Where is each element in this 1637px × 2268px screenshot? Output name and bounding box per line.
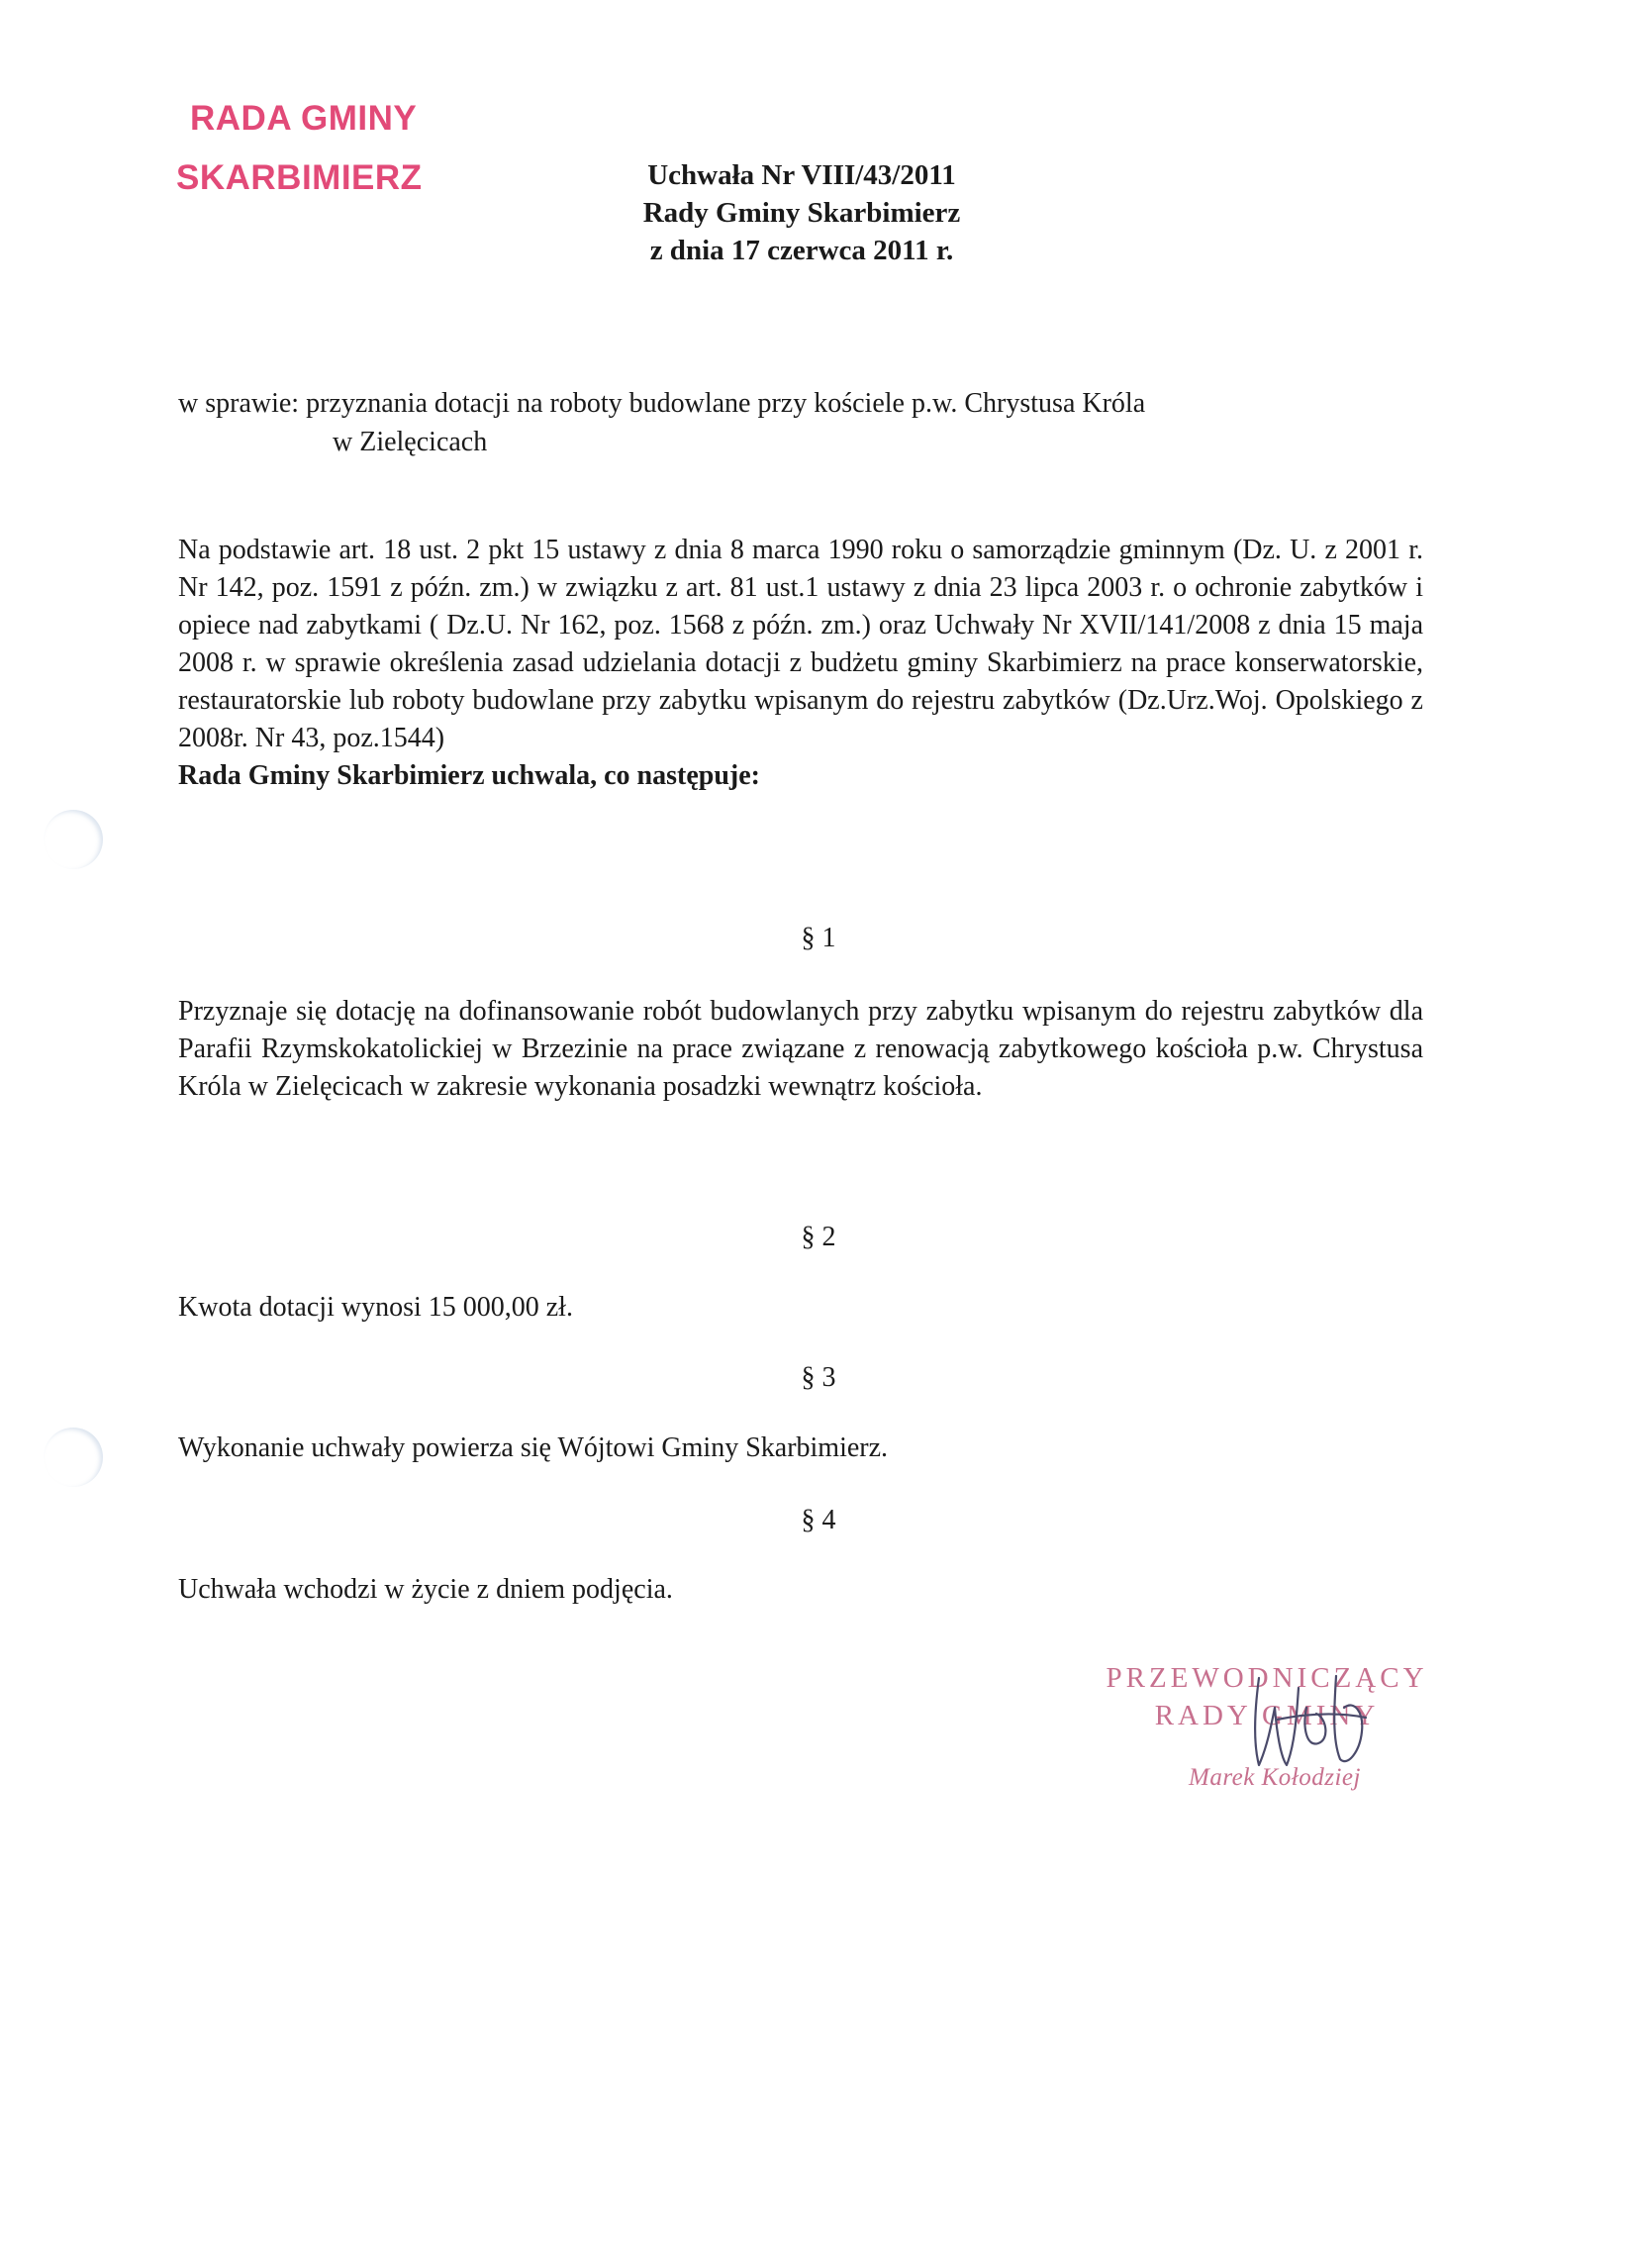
council-stamp-line2: SKARBIMIERZ xyxy=(176,158,423,197)
legal-basis xyxy=(178,532,1423,795)
subject xyxy=(178,384,1145,461)
punch-hole-top xyxy=(44,810,103,869)
title-body: Rady Gminy Skarbimierz xyxy=(642,197,961,229)
handwritten-signature xyxy=(1237,1648,1386,1787)
paragraph-3-text: Wykonanie uchwały powierza się Wójtowi Gminy Skarbimierz. xyxy=(178,1432,889,1463)
subject-line1: przyznania dotacji na roboty budowlane przy kościele p.w. Chrystusa Króla xyxy=(306,388,1146,419)
paragraph-2-text: Kwota dotacji wynosi 15 000,00 zł. xyxy=(178,1292,573,1323)
paragraph-1-text: Przyznaje się dotację na dofinansowanie robót budowlanych przy zabytku wpisanym do rejestru zabytków dla Parafii Rzymskokatolickiej w Brzezinie na prace związane z renowacją zabytkowego kościoła p.w. Chrystusa Króla w Zielęcicach w zakresie wykonania posadzki wewnątrz kościoła. xyxy=(178,996,1423,1102)
punch-hole-bottom xyxy=(44,1428,103,1487)
title-number: Uchwała Nr VIII/43/2011 xyxy=(647,159,956,191)
chairman-stamp-line1: PRZEWODNICZĄCY xyxy=(1106,1662,1428,1694)
council-stamp xyxy=(176,89,423,208)
chairman-name: Marek Kołodziej xyxy=(1189,1764,1361,1791)
paragraph-4-heading: § 4 xyxy=(801,1505,836,1535)
resolves-statement: Rada Gminy Skarbimierz uchwala, co następuje: xyxy=(178,760,760,791)
paragraph-1-heading: § 1 xyxy=(801,923,836,953)
subject-label: w sprawie: xyxy=(178,388,300,419)
legal-basis-text: Na podstawie art. 18 ust. 2 pkt 15 ustawy z dnia 8 marca 1990 roku o samorządzie gminnym (Dz. U. z 2001 r. Nr 142, poz. 1591 z późn. zm.) w związku z art. 81 ust.1 ustawy z dnia 23 lipca 2003 r. o ochronie zabytków i opiece nad zabytkami ( Dz.U. Nr 162, poz. 1568 z późn. zm.) oraz Uchwały Nr XVII/141/2008 z dnia 15 maja 2008 r. w sprawie określenia zasad udzielania dotacji z budżetu gminy Skarbimierz na prace konserwatorskie, restauratorskie lub roboty budowlane przy zabytku wpisanym do rejestru zabytków (Dz.Urz.Woj. Opolskiego z 2008r. Nr 43, poz.1544) xyxy=(178,535,1423,753)
paragraph-4-text: Uchwała wchodzi w życie z dniem podjęcia. xyxy=(178,1574,673,1605)
council-stamp-line1: RADA GMINY xyxy=(190,99,418,138)
paragraph-3-heading: § 3 xyxy=(801,1362,836,1393)
paragraph-2-heading: § 2 xyxy=(801,1222,836,1252)
chairman-stamp-line2: RADY GMINY xyxy=(1154,1700,1380,1731)
subject-line2: w Zielęcicach xyxy=(333,427,488,457)
resolution-title xyxy=(554,156,1049,269)
title-date: z dnia 17 czerwca 2011 r. xyxy=(649,235,954,266)
